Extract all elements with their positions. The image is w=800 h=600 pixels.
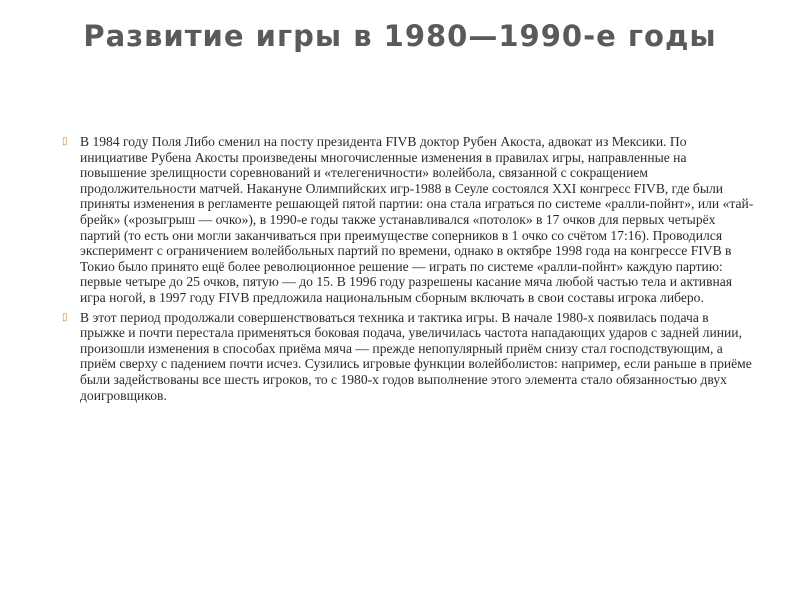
paragraph-text: В этот период продолжали совершенствоваться техника и тактика игры. В начале 1980-х появилась подача в прыжке и почти перестала применяться боковая подача, увеличилась частота нападающих ударов с задней линии, произошли изменения в способах приёма мяча — прежде непопулярный приём снизу стал господствующим, а приём сверху с падением почти исчез. Сузились игровые функции волейболистов: например, если раньше в приёме были задействованы все шесть игроков, то с 1980-х годов выполнение этого элемента стало обязанностью двух доигровщиков. — [80, 309, 752, 403]
bullet-item — [62, 310, 754, 404]
paragraph-text: В 1984 году Поля Либо сменил на посту президента FIVB доктор Рубен Акоста, адвокат из Мексики. По инициативе Рубена Акосты произведены многочисленные изменения в правилах игры, направленные на повышение зрелищности соревнований и «телегеничности» волейбола, связанной с сокращением продолжительности матчей. Накануне Олимпийских игр-1988 в Сеуле состоялся XXI конгресс FIVB, где были приняты изменения в регламенте решающей пятой партии: она стала играться по системе «ралли-пойнт», или «тай-брейк» («розыгрыш — очко»), в 1990-е годы также устанавливался «потолок» в 17 очков для первых четырёх партий (то есть они могли заканчиваться при преимуществе соперников в 1 очко со счётом 17:16). Проводился эксперимент с ограничением волейбольных партий по времени, однако в октябре 1998 года на конгрессе FIVB в Токио было принято ещё более революционное решение — играть по системе «ралли-пойнт» каждую партию: первые четыре до 25 очков, пятую — до 15. В 1996 году разрешены касание мяча любой частью тела и активная игра ногой, в 1997 году FIVB предложила национальным сборным включать в свои составы игрока либеро. — [80, 134, 754, 305]
bullet-list — [62, 134, 754, 407]
bullet-marker-icon: ▯ — [62, 136, 68, 147]
bullet-marker-icon: ▯ — [62, 311, 68, 323]
bullet-item — [62, 134, 754, 306]
slide-title: Развитие игры в 1980—1990-е годы — [83, 19, 717, 53]
